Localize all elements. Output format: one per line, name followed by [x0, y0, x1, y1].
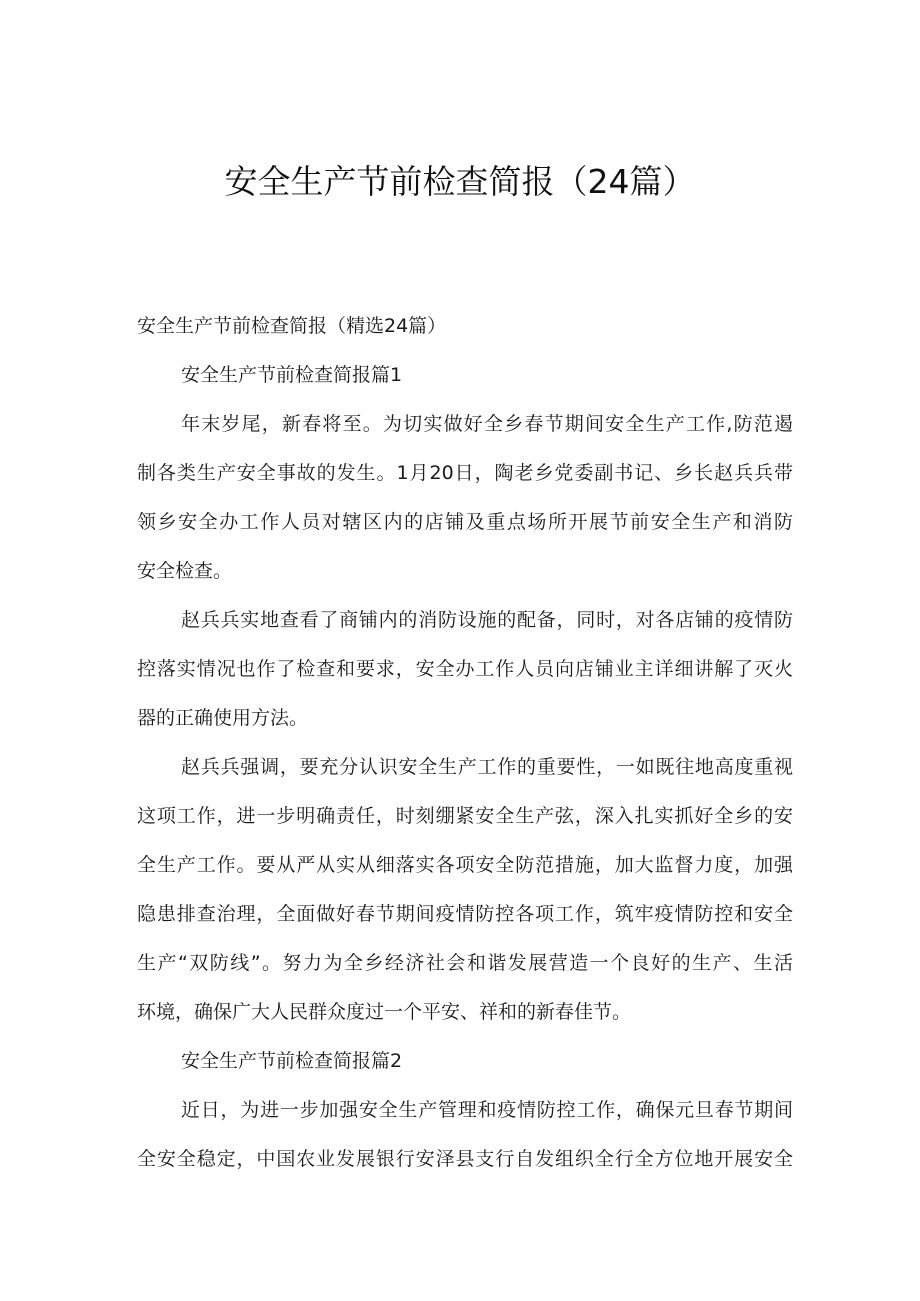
- document-body: [137, 307, 797, 1189]
- paragraph-line: 制各类生产安全事故的发生。1月20日，陶老乡党委副书记、乡长赵兵兵带: [137, 462, 793, 484]
- paragraph-line: 器的正确使用方法。: [137, 707, 309, 729]
- paragraph-line: 隐患排查治理，全面做好春节期间疫情防控各项工作，筑牢疫情防控和安全: [137, 903, 793, 925]
- paragraph: [137, 405, 797, 590]
- paragraph: [137, 748, 797, 1031]
- paragraph-line: 领乡安全办工作人员对辖区内的店铺及重点场所开展节前安全生产和消防: [137, 511, 793, 533]
- paragraph-line: 控落实情况也作了检查和要求，安全办工作人员向店铺业主详细讲解了灭火: [137, 658, 793, 680]
- section-heading: 安全生产节前检查简报篇1: [181, 364, 403, 386]
- section-heading: 安全生产节前检查简报篇2: [181, 1050, 403, 1072]
- paragraph-line: 全生产工作。要从严从实从细落实各项安全防范措施，加大监督力度，加强: [137, 854, 793, 876]
- paragraph-line: 近日，为进一步加强安全生产管理和疫情防控工作，确保元旦春节期间: [181, 1099, 793, 1121]
- document-title: 安全生产节前检查简报（24篇）: [224, 162, 696, 201]
- paragraph-line: 这项工作，进一步明确责任，时刻绷紧安全生产弦，深入扎实抓好全乡的安: [137, 805, 793, 827]
- paragraph-line: 环境，确保广大人民群众度过一个平安、祥和的新春佳节。: [137, 1001, 632, 1023]
- paragraph-line: 赵兵兵实地查看了商铺内的消防设施的配备，同时，对各店铺的疫情防: [181, 609, 793, 631]
- paragraph-line: 全安全稳定，中国农业发展银行安泽县支行自发组织全行全方位地开展安全: [137, 1148, 793, 1170]
- paragraph-line: 安全检查。: [137, 560, 233, 582]
- paragraph: [137, 601, 797, 737]
- paragraph-line: 生产“双防线”。努力为全乡经济社会和谐发展营造一个良好的生产、生活: [137, 952, 793, 974]
- intro-line: 安全生产节前检查简报（精选24篇）: [137, 315, 447, 337]
- paragraph: [137, 1091, 797, 1178]
- paragraph-line: 赵兵兵强调，要充分认识安全生产工作的重要性，一如既往地高度重视: [181, 756, 793, 778]
- paragraph-line: 年末岁尾，新春将至。为切实做好全乡春节期间安全生产工作,防范遏: [181, 413, 793, 435]
